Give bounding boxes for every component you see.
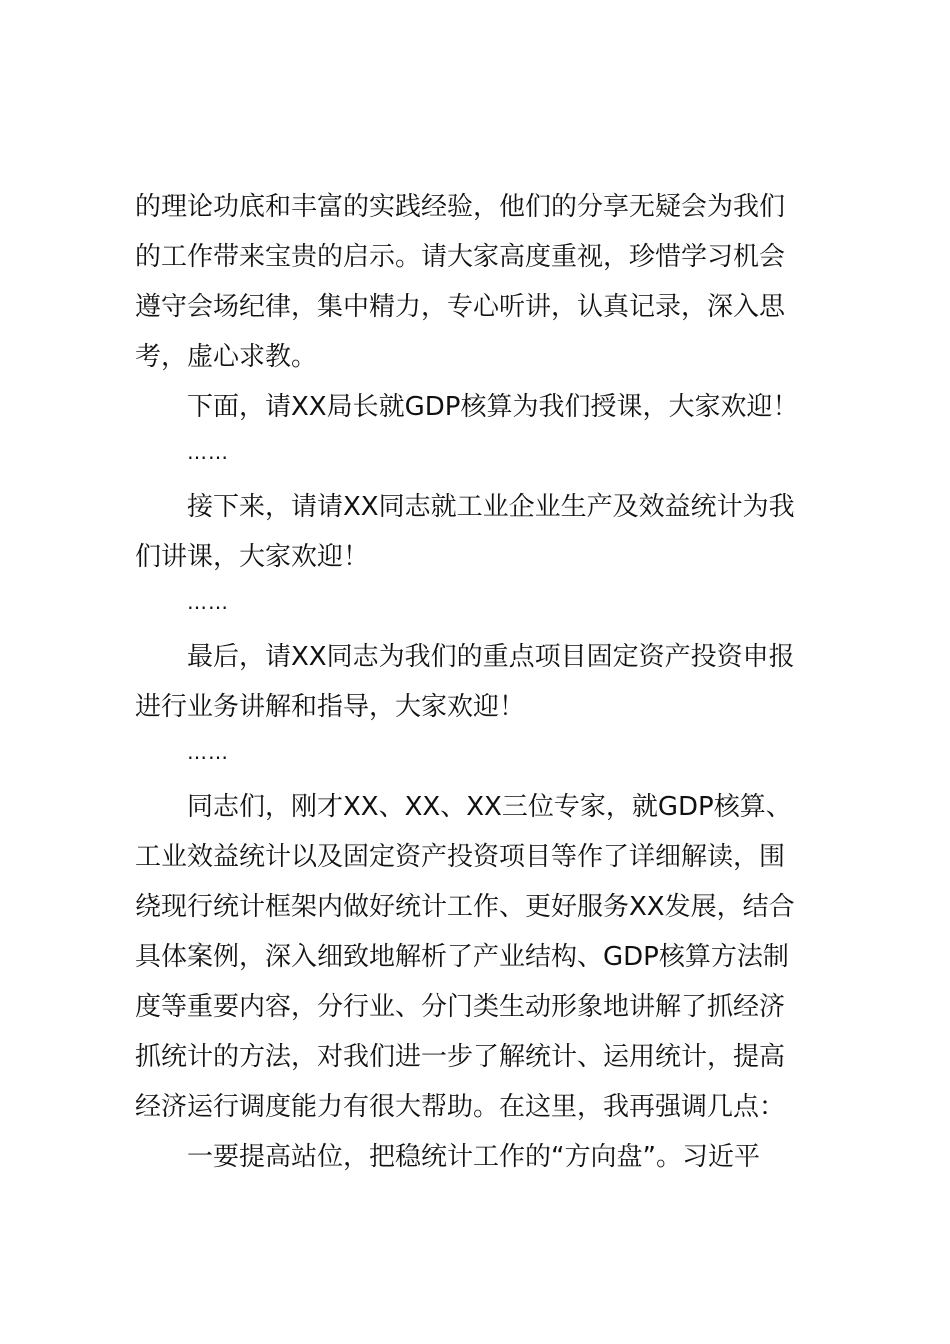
text-line: 接下来，请请XX同志就工业企业生产及效益统计为我 [187,492,795,522]
text-line: 经济运行调度能力有很大帮助。在这里，我再强调几点： [135,1092,786,1122]
text-line: 的工作带来宝贵的启示。请大家高度重视，珍惜学习机会 [135,242,786,272]
text-line: 同志们，刚才XX、XX、XX三位专家，就GDP核算、 [187,792,792,822]
text-line: 的理论功底和丰富的实践经验，他们的分享无疑会为我们 [135,192,786,222]
text-line: 们讲课，大家欢迎！ [135,542,370,572]
ellipsis-line: …… [187,740,229,764]
text-line: 最后，请XX同志为我们的重点项目固定资产投资申报 [187,642,795,672]
text-line: 下面，请XX局长就GDP核算为我们授课，大家欢迎！ [187,392,799,422]
text-line: 绕现行统计框架内做好统计工作、更好服务XX发展，结合 [135,892,795,922]
text-line: 遵守会场纪律，集中精力，专心听讲，认真记录，深入思 [135,292,786,322]
document-body [135,182,845,1182]
text-line: 进行业务讲解和指导，大家欢迎！ [135,692,526,722]
text-line: 考，虚心求教。 [135,342,318,372]
text-line: 具体案例，深入细致地解析了产业结构、GDP核算方法制 [135,942,789,972]
text-line: 工业效益统计以及固定资产投资项目等作了详细解读，围 [135,842,786,872]
text-line: 抓统计的方法，对我们进一步了解统计、运用统计，提高 [135,1042,786,1072]
text-line: 一要提高站位，把稳统计工作的“方向盘”。习近平 [187,1142,760,1172]
ellipsis-line: …… [187,590,229,614]
ellipsis-line: …… [187,440,229,464]
text-line: 度等重要内容，分行业、分门类生动形象地讲解了抓经济 [135,992,786,1022]
